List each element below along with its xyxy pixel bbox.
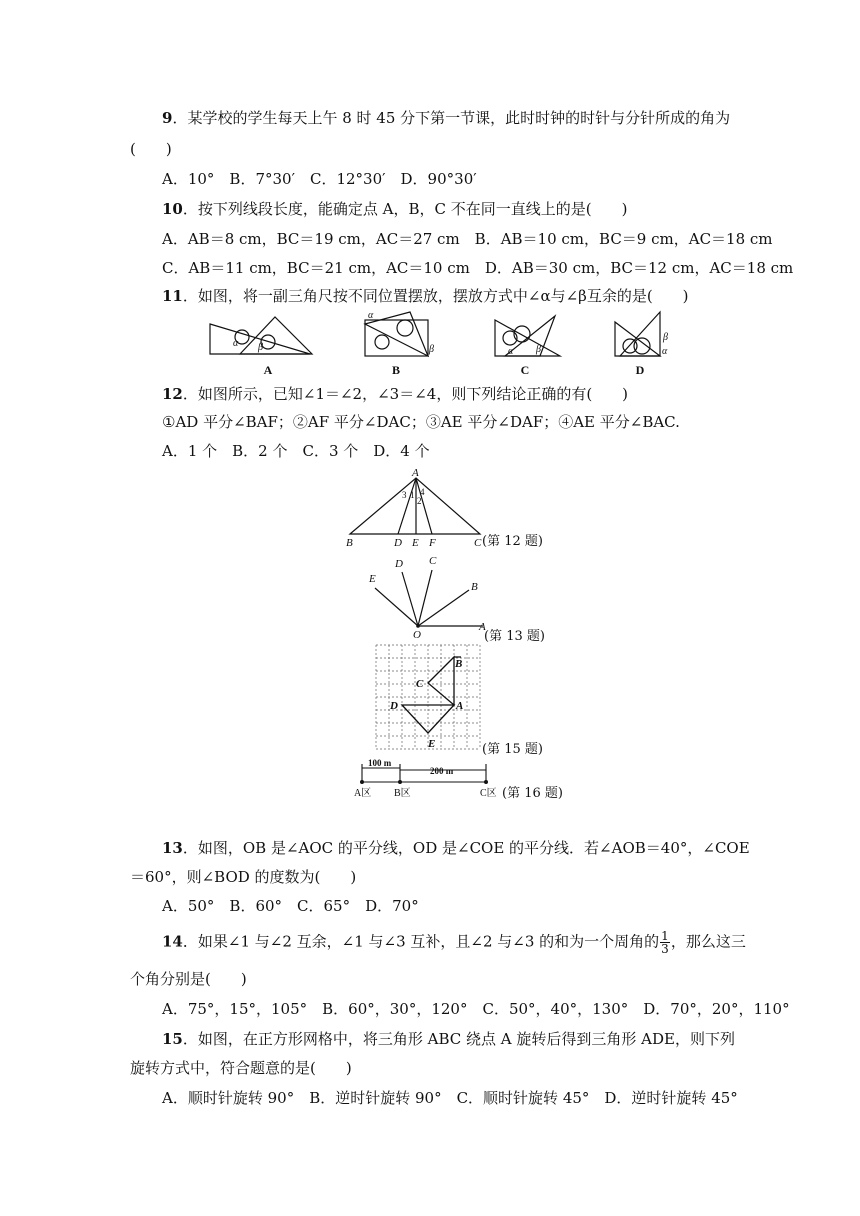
q14-options: A．75°，15°，105° B．60°，30°，120° C．50°，40°，130° D．70°，20°，110° xyxy=(162,1000,790,1018)
q14-fraction-numerator: 1 xyxy=(661,929,669,943)
q10-options-ab: A．AB＝8 cm，BC＝19 cm，AC＝27 cm B．AB＝10 cm，BC＝9 cm，AC＝18 cm xyxy=(162,230,773,248)
fig12-angle-1: 1 xyxy=(410,490,415,500)
q11-alpha-b: α xyxy=(368,310,374,321)
fig16-zone-b: B区 xyxy=(394,788,411,799)
fig16-distance-200: 200 m xyxy=(430,766,454,776)
q11-figures xyxy=(200,312,680,380)
q10-options-cd: C．AB＝11 cm，BC＝21 cm，AC＝10 cm D．AB＝30 cm，BC＝12 cm，AC＝18 cm xyxy=(162,259,794,277)
fig13-diagram xyxy=(365,552,495,640)
fig12-caption: (第 12 题) xyxy=(482,534,543,549)
q10-number: 10 xyxy=(162,200,183,218)
q13-text: ．如图，OB 是∠AOC 的平分线，OD 是∠COE 的平分线．若∠AOB＝40°，∠COE xyxy=(182,839,750,857)
fig15-point-b: B xyxy=(455,658,463,670)
q9-options: A．10° B．7°30′ C．12°30′ D．90°30′ xyxy=(162,170,477,188)
fig16-diagram xyxy=(350,756,500,800)
q13-stem xyxy=(162,838,750,858)
q12-statements: ①AD 平分∠BAF；②AF 平分∠DAC；③AE 平分∠DAF；④AE 平分∠BAC. xyxy=(162,413,680,431)
fig12-point-b: B xyxy=(346,537,353,549)
fig12-point-c: C xyxy=(474,537,482,549)
q11-label-b: B xyxy=(391,363,401,377)
fig12-point-d: D xyxy=(394,537,402,549)
q11-beta-c: β xyxy=(536,344,541,355)
q11-label-c: C xyxy=(520,363,530,377)
fig13-point-c: C xyxy=(429,555,437,567)
q15-options: A．顺时针旋转 90° B．逆时针旋转 90° C．顺时针旋转 45° D．逆时针旋转 45° xyxy=(162,1089,738,1107)
q11-figure-c xyxy=(495,316,560,356)
q14-fraction xyxy=(660,930,670,955)
q12-text: ．如图所示，已知∠1＝∠2，∠3＝∠4，则下列结论正确的有( ) xyxy=(182,385,629,403)
q13-options: A．50° B．60° C．65° D．70° xyxy=(162,897,419,915)
q11-stem xyxy=(162,286,689,306)
fig12-point-e: E xyxy=(412,537,419,549)
q12-options: A．1 个 B．2 个 C．3 个 D．4 个 xyxy=(162,442,430,460)
q12-number: 12 xyxy=(162,385,183,403)
fig12-angle-4: 4 xyxy=(420,487,425,497)
q9-paren: ( ) xyxy=(130,140,172,158)
fig15-point-d: D xyxy=(390,700,398,712)
q11-label-a: A xyxy=(263,363,273,377)
q10-text: ．按下列线段长度，能确定点 A，B，C 不在同一直线上的是( ) xyxy=(182,200,628,218)
fig15-point-e: E xyxy=(428,738,436,750)
fig15-diagram xyxy=(376,645,480,751)
q11-alpha-d: α xyxy=(662,346,668,357)
q12-stem xyxy=(162,384,628,404)
q11-beta-d: β xyxy=(663,332,668,343)
q15-text: ．如图，在正方形网格中，将三角形 ABC 绕点 A 旋转后得到三角形 ADE，则下列 xyxy=(182,1030,735,1048)
q15-stem xyxy=(162,1029,735,1049)
fig12-point-a: A xyxy=(412,467,419,479)
q14-number: 14 xyxy=(162,932,183,951)
q9-stem xyxy=(162,108,730,128)
q11-alpha-a: α xyxy=(233,338,239,349)
fig12-point-f: F xyxy=(429,537,436,549)
q11-text: ．如图，将一副三角尺按不同位置摆放，摆放方式中∠α与∠β互余的是( ) xyxy=(182,287,689,305)
q15-number: 15 xyxy=(162,1030,183,1048)
q11-figure-d xyxy=(615,312,660,356)
q14-text: ．如果∠1 与∠2 互余，∠1 与∠3 互补，且∠2 与∠3 的和为一个周角的 xyxy=(182,932,660,951)
fig13-point-b: B xyxy=(471,581,478,593)
fig12-diagram xyxy=(340,468,490,548)
fig12-angle-2: 2 xyxy=(417,496,422,506)
q14-text-after: ，那么这三 xyxy=(670,932,746,951)
fig16-distance-100: 100 m xyxy=(368,758,392,768)
fig16-caption: (第 16 题) xyxy=(502,786,563,801)
fig13-point-a: A xyxy=(479,621,486,633)
fig13-caption: (第 13 题) xyxy=(484,629,545,644)
q9-number: 9 xyxy=(162,109,173,127)
q11-figure-b xyxy=(365,312,428,356)
fig13-point-o: O xyxy=(413,629,421,641)
fig15-point-a: A xyxy=(456,700,464,712)
fig16-zone-a: A区 xyxy=(354,788,372,799)
q11-number: 11 xyxy=(162,287,183,305)
fig15-caption: (第 15 题) xyxy=(482,742,543,757)
q11-beta-b: β xyxy=(429,344,434,355)
q14-stem-cont: 个角分别是( ) xyxy=(130,970,247,988)
fig16-zone-c: C区 xyxy=(480,788,497,799)
q14-fraction-denominator: 3 xyxy=(661,942,669,956)
q14-stem xyxy=(162,930,746,955)
q11-beta-a: β xyxy=(258,342,263,353)
q9-text: ．某学校的学生每天上午 8 时 45 分下第一节课，此时时钟的时针与分针所成的角为 xyxy=(172,109,731,127)
q11-alpha-c: α xyxy=(508,346,514,357)
fig15-point-c: C xyxy=(416,678,424,690)
fig13-point-d: D xyxy=(395,558,403,570)
q13-stem-cont: ＝60°，则∠BOD 的度数为( ) xyxy=(130,868,357,886)
fig13-point-e: E xyxy=(369,573,376,585)
fig12-angle-3: 3 xyxy=(402,490,407,500)
q15-stem-cont: 旋转方式中，符合题意的是( ) xyxy=(130,1059,352,1077)
q13-number: 13 xyxy=(162,839,183,857)
q11-label-d: D xyxy=(635,363,645,377)
q10-stem xyxy=(162,199,627,219)
